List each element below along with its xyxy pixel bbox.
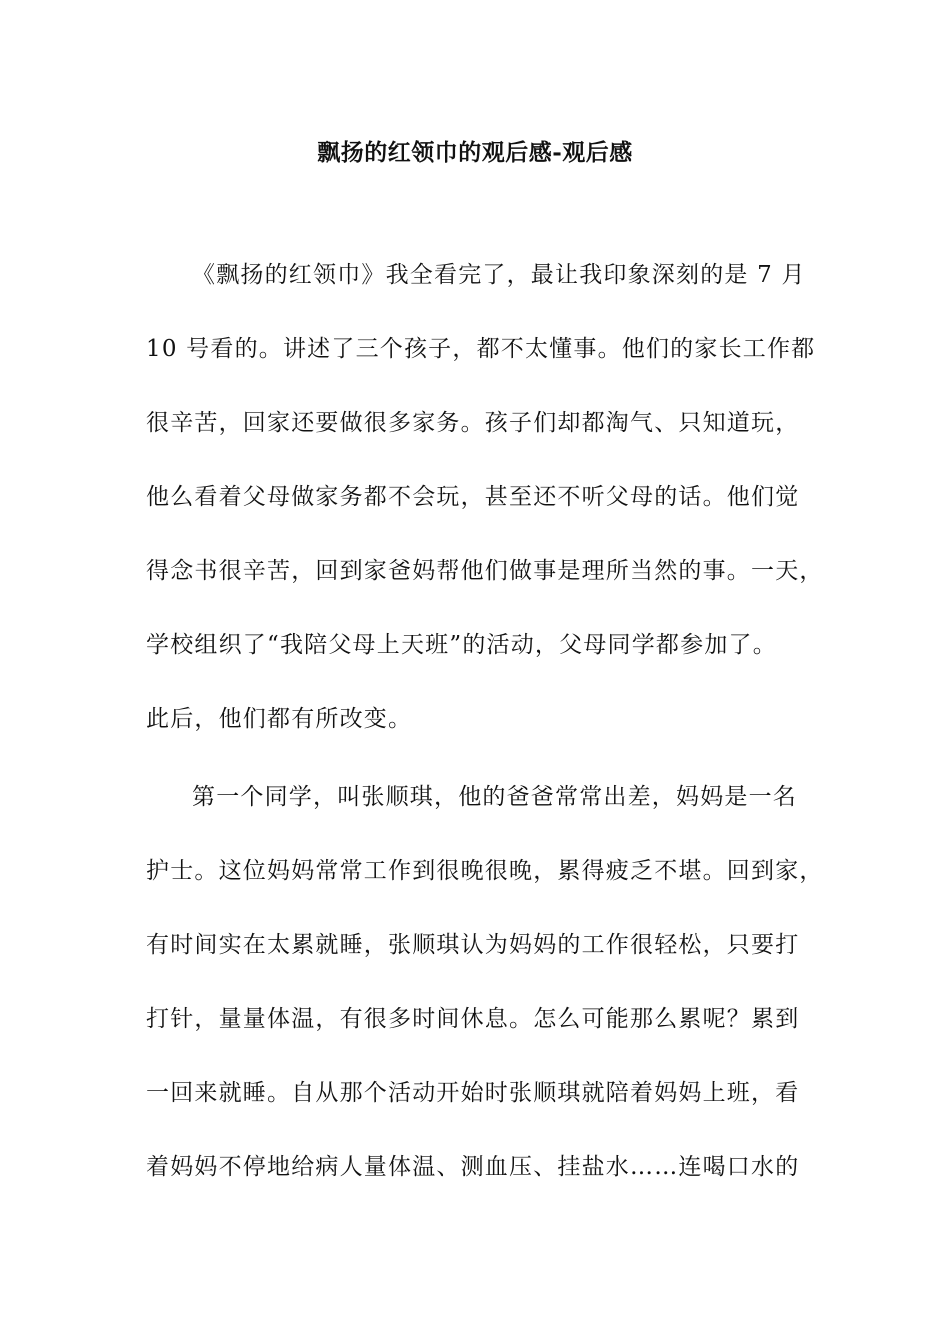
paragraph-1-line-5: 得念书很辛苦，回到家爸妈帮他们做事是理所当然的事。一天，	[146, 558, 824, 584]
paragraph-1-line-3: 很辛苦，回家还要做很多家务。孩子们却都淘气、只知道玩，	[146, 410, 800, 436]
paragraph-1-line-1: 《飘扬的红领巾》我全看完了，最让我印象深刻的是 7 月	[192, 262, 806, 288]
paragraph-2-line-5: 一回来就睡。自从那个活动开始时张顺琪就陪着妈妈上班，看	[146, 1080, 800, 1106]
paragraph-1-line-2: 10 号看的。讲述了三个孩子，都不太懂事。他们的家长工作都	[146, 336, 816, 362]
paragraph-2-line-6: 着妈妈不停地给病人量体温、测血压、挂盐水……连喝口水的	[146, 1154, 800, 1180]
paragraph-2-line-4: 打针，量量体温，有很多时间休息。怎么可能那么累呢？累到	[146, 1006, 800, 1032]
paragraph-1-line-6: 学校组织了“我陪父母上天班”的活动，父母同学都参加了。	[146, 632, 777, 658]
paragraph-2-line-1: 第一个同学，叫张顺琪，他的爸爸常常出差，妈妈是一名	[192, 784, 797, 810]
document-title: 飘扬的红领巾的观后感-观后感	[317, 139, 633, 166]
paragraph-1-line-7: 此后，他们都有所改变。	[146, 706, 413, 732]
paragraph-1-line-4: 他么看着父母做家务都不会玩，甚至还不听父母的话。他们觉	[146, 484, 800, 510]
paragraph-2-line-3: 有时间实在太累就睡，张顺琪认为妈妈的工作很轻松，只要打	[146, 932, 800, 958]
paragraph-2-line-2: 护士。这位妈妈常常工作到很晚很晚，累得疲乏不堪。回到家，	[146, 858, 824, 884]
